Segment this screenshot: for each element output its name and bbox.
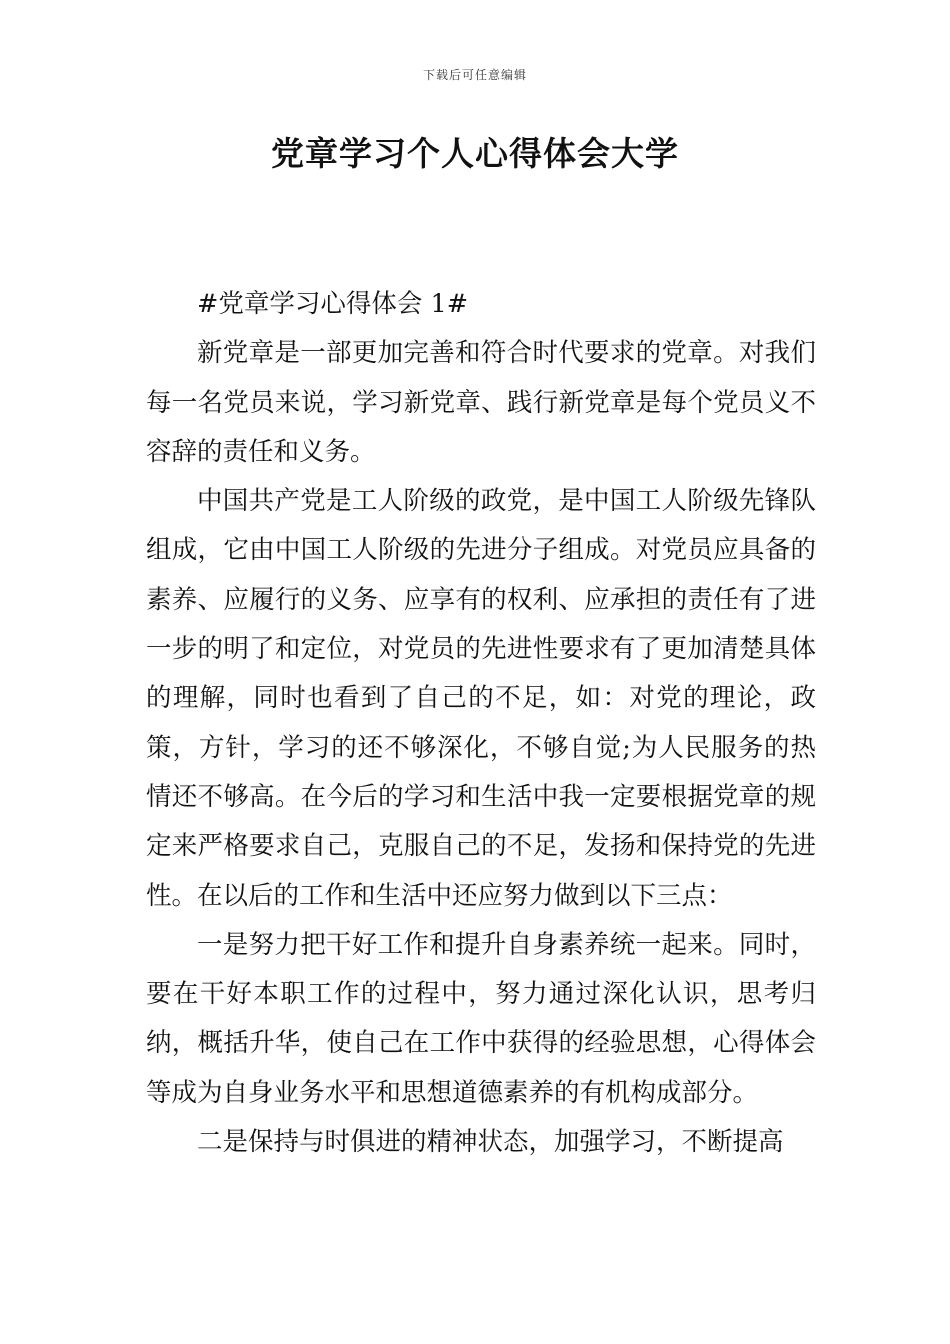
paragraph: 二是保持与时俱进的精神状态，加强学习，不断提高 — [197, 1127, 784, 1158]
document-body — [146, 280, 816, 1167]
header-note: 下载后可任意编辑 — [422, 68, 527, 82]
paragraph: 一是努力把干好工作和提升自身素养统一起来。同时，要在干好本职工作的过程中，努力通过深化认识，思考归纳，概括升华，使自己在工作中获得的经验思想，心得体会等成为自身业务水平和思想道德素养的有机构成部分。 — [146, 929, 816, 1108]
paragraph: 中国共产党是工人阶级的政党，是中国工人阶级先锋队组成，它由中国工人阶级的先进分子组成。对党员应具备的素养、应履行的义务、应享有的权利、应承担的责任有了进一步的明了和定位，对党员的先进性要求有了更加清楚具体的理解，同时也看到了自己的不足，如：对党的理论，政策，方针，学习的还不够深化，不够自觉;为人民服务的热情还不够高。在今后的学习和生活中我一定要根据党章的规定来严格要求自己，克服自己的不足，发扬和保持党的先进性。在以后的工作和生活中还应努力做到以下三点： — [146, 486, 816, 911]
section-heading: #党章学习心得体会 1# — [197, 289, 469, 319]
paragraph: 新党章是一部更加完善和符合时代要求的党章。对我们每一名党员来说，学习新党章、践行新党章是每个党员义不容辞的责任和义务。 — [146, 338, 816, 467]
document-title: 党章学习个人心得体会大学 — [271, 134, 679, 173]
